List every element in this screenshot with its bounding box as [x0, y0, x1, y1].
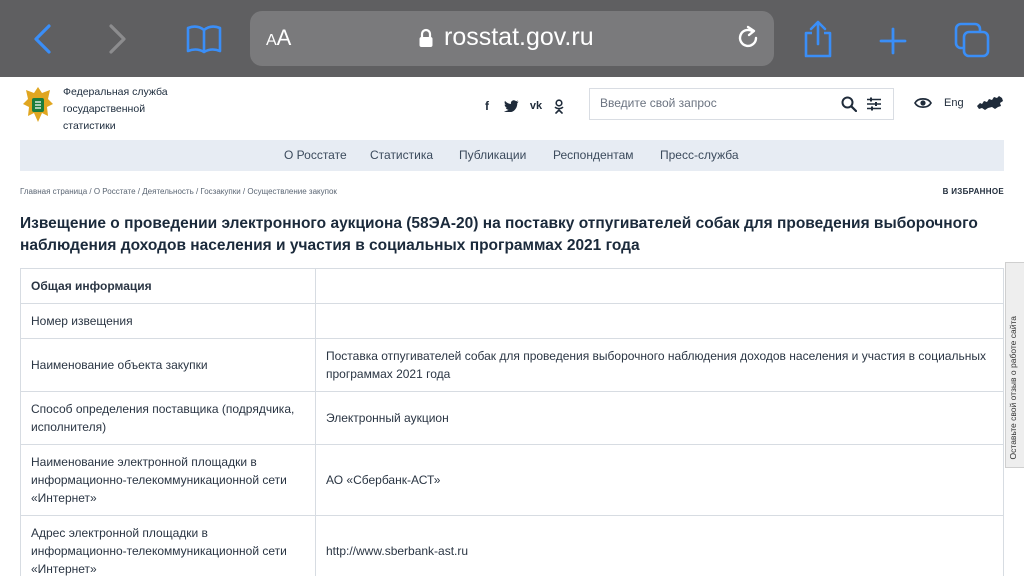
breadcrumb: Главная страница / О Росстате / Деятельность / Госзакупки / Осуществление закупок	[20, 187, 337, 196]
main-nav	[20, 140, 1004, 171]
nav-item-respondents[interactable]: Респондентам	[553, 148, 634, 162]
table-row	[21, 304, 1004, 339]
nav-item-statistics[interactable]: Статистика	[370, 148, 434, 162]
twitter-icon[interactable]	[503, 98, 519, 114]
filter-settings-icon[interactable]	[866, 96, 882, 117]
back-icon[interactable]	[28, 22, 56, 56]
table-row	[21, 339, 1004, 392]
table-cell-value: Электронный аукцион	[316, 392, 1004, 445]
search-icon[interactable]	[841, 96, 857, 117]
page-title: Извещение о проведении электронного аукциона (58ЭА-20) на поставку отпугивателей собак для проведения выборочного наблюдения доходов населения и участия в социальных программах 2021 года	[20, 215, 978, 254]
breadcrumb-item[interactable]: Осуществление закупок	[247, 187, 337, 196]
browser-toolbar	[0, 0, 1024, 77]
table-row	[21, 392, 1004, 445]
table-row	[21, 445, 1004, 516]
bookmarks-icon[interactable]	[184, 22, 224, 56]
breadcrumb-item[interactable]: О Росстате	[93, 187, 136, 196]
facebook-icon[interactable]: f	[485, 99, 489, 113]
coat-of-arms-logo[interactable]	[20, 84, 56, 126]
feedback-tab[interactable]	[1005, 262, 1024, 468]
table-cell-value: Поставка отпугивателей собак для проведения выборочного наблюдения доходов населения и участия в социальных программах 2021 года	[316, 339, 1004, 392]
reload-icon[interactable]	[734, 24, 762, 57]
search-box	[589, 88, 894, 120]
nav-item-press[interactable]: Пресс-служба	[660, 148, 739, 162]
language-switch[interactable]: Eng	[944, 97, 964, 109]
table-cell-label: Номер извещения	[21, 304, 316, 339]
url-display[interactable]	[418, 23, 594, 52]
table-row	[21, 516, 1004, 576]
russia-map-icon[interactable]	[976, 95, 1004, 116]
table-cell-label: Наименование электронной площадки в информационно-телекоммуникационной сети «Интернет»	[21, 445, 316, 516]
vk-icon[interactable]: vk	[529, 100, 543, 112]
site-header	[0, 77, 1024, 139]
org-name[interactable]: Федеральная служба государственной статистики	[63, 86, 168, 132]
address-bar[interactable]	[250, 11, 774, 66]
table-cell-label: Способ определения поставщика (подрядчика, исполнителя)	[21, 392, 316, 445]
table-cell-value[interactable]: http://www.sberbank-ast.ru	[316, 516, 1004, 576]
procurement-info-table	[20, 268, 1004, 576]
add-to-favorites-link[interactable]: В ИЗБРАННОЕ	[942, 187, 1004, 196]
share-icon[interactable]	[800, 18, 836, 60]
breadcrumb-item[interactable]: Деятельность	[142, 187, 194, 196]
text-size-button[interactable]: AA	[266, 25, 292, 50]
table-cell-value	[316, 304, 1004, 339]
nav-item-about[interactable]: О Росстате	[284, 148, 347, 162]
odnoklassniki-icon[interactable]	[553, 98, 565, 114]
feedback-tab-label: Оставьте свой отзыв о работе сайта	[1008, 315, 1018, 459]
breadcrumb-item[interactable]: Госзакупки	[200, 187, 241, 196]
table-cell-label: Общая информация	[21, 269, 316, 304]
table-cell-value	[316, 269, 1004, 304]
table-cell-value: АО «Сбербанк-АСТ»	[316, 445, 1004, 516]
lock-icon	[418, 28, 434, 48]
table-cell-label: Наименование объекта закупки	[21, 339, 316, 392]
new-tab-icon[interactable]	[876, 24, 910, 58]
nav-item-publications[interactable]: Публикации	[459, 148, 527, 162]
search-input[interactable]	[600, 96, 830, 110]
table-cell-label: Адрес электронной площадки в информационно-телекоммуникационной сети «Интернет»	[21, 516, 316, 576]
table-row	[21, 269, 1004, 304]
url-text: rosstat.gov.ru	[444, 23, 594, 51]
visually-impaired-icon[interactable]	[914, 96, 932, 115]
breadcrumb-item[interactable]: Главная страница	[20, 187, 88, 196]
tabs-overview-icon[interactable]	[952, 20, 992, 60]
forward-icon[interactable]	[104, 22, 132, 56]
